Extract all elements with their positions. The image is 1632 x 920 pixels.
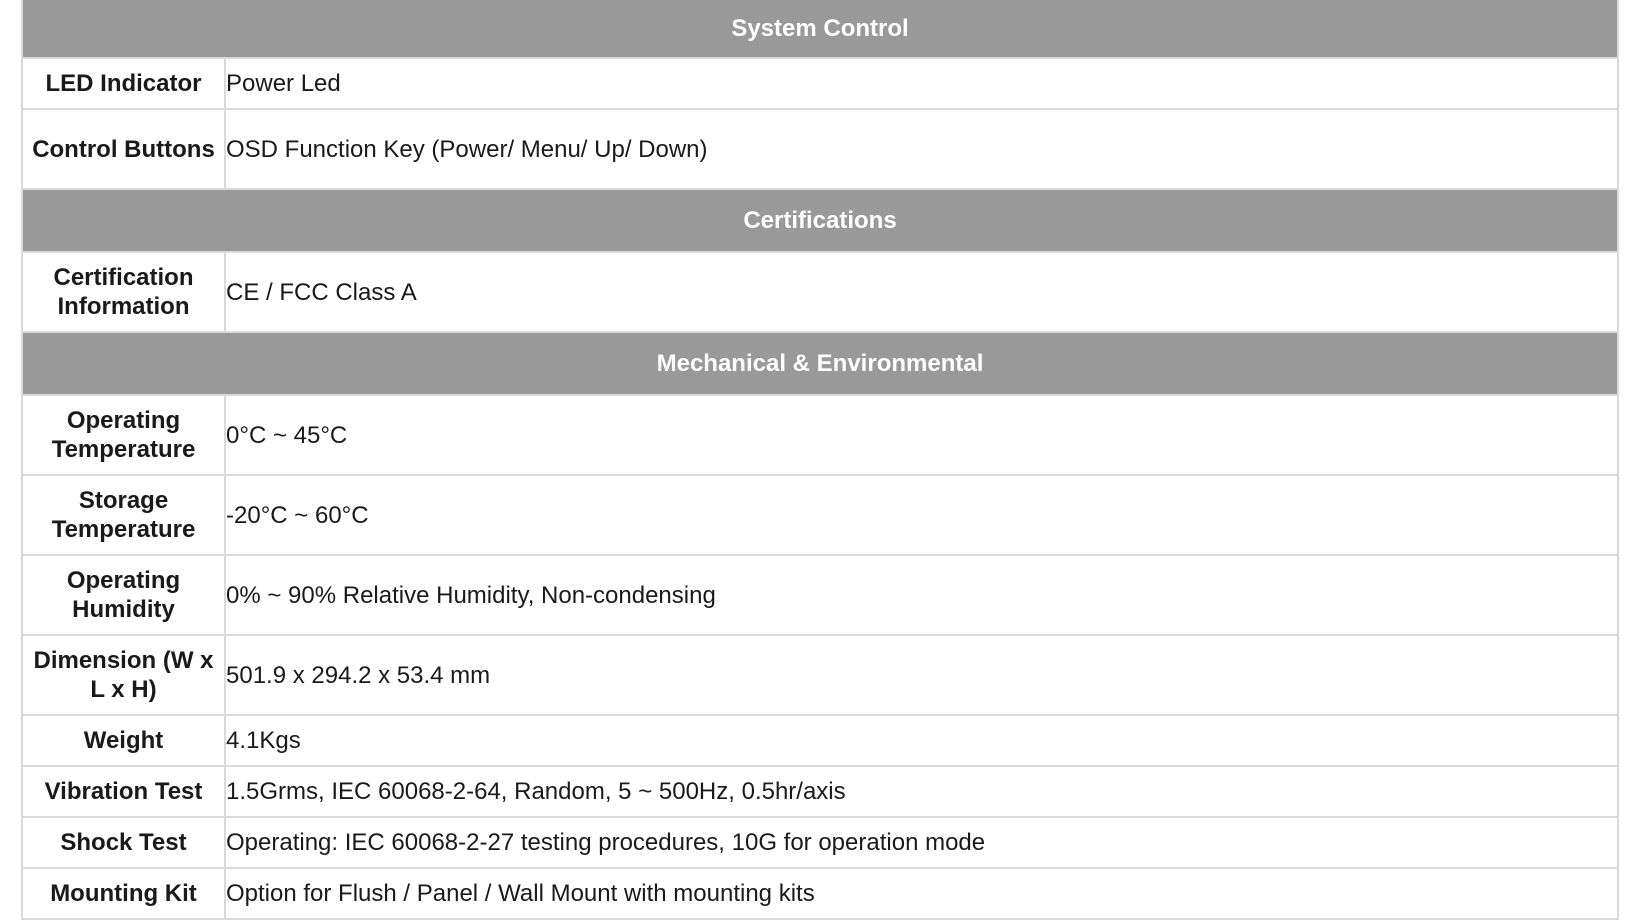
table-row — [22, 635, 1618, 715]
section-header-system-control — [22, 0, 1618, 58]
row-label: Control Buttons — [22, 109, 225, 189]
section-title: Mechanical & Environmental — [22, 332, 1618, 395]
table-row — [22, 252, 1618, 332]
row-label: Certification Information — [22, 252, 225, 332]
row-value: 1.5Grms, IEC 60068-2-64, Random, 5 ~ 500Hz, 0.5hr/axis — [225, 766, 1618, 817]
row-label: Operating Temperature — [22, 395, 225, 475]
row-label: Weight — [22, 715, 225, 766]
row-value: Power Led — [225, 58, 1618, 109]
table-row — [22, 395, 1618, 475]
row-label: Operating Humidity — [22, 555, 225, 635]
table-row — [22, 868, 1618, 919]
section-title: System Control — [22, 0, 1618, 58]
table-row — [22, 109, 1618, 189]
row-value: 501.9 x 294.2 x 53.4 mm — [225, 635, 1618, 715]
row-value: -20°C ~ 60°C — [225, 475, 1618, 555]
spec-table — [21, 0, 1619, 920]
row-label: Dimension (W x L x H) — [22, 635, 225, 715]
row-label: Shock Test — [22, 817, 225, 868]
table-row — [22, 475, 1618, 555]
row-label: LED Indicator — [22, 58, 225, 109]
row-value: Option for Flush / Panel / Wall Mount with mounting kits — [225, 868, 1618, 919]
section-header-mechanical-environmental — [22, 332, 1618, 395]
row-value: OSD Function Key (Power/ Menu/ Up/ Down) — [225, 109, 1618, 189]
section-header-certifications — [22, 189, 1618, 252]
row-value: Operating: IEC 60068-2-27 testing procedures, 10G for operation mode — [225, 817, 1618, 868]
table-row — [22, 58, 1618, 109]
section-title: Certifications — [22, 189, 1618, 252]
table-row — [22, 766, 1618, 817]
table-row — [22, 555, 1618, 635]
table-row — [22, 715, 1618, 766]
spec-table-container — [21, 0, 1617, 920]
row-label: Storage Temperature — [22, 475, 225, 555]
row-value: 0°C ~ 45°C — [225, 395, 1618, 475]
row-value: 4.1Kgs — [225, 715, 1618, 766]
table-row — [22, 817, 1618, 868]
row-label: Mounting Kit — [22, 868, 225, 919]
row-value: CE / FCC Class A — [225, 252, 1618, 332]
row-label: Vibration Test — [22, 766, 225, 817]
row-value: 0% ~ 90% Relative Humidity, Non-condensing — [225, 555, 1618, 635]
